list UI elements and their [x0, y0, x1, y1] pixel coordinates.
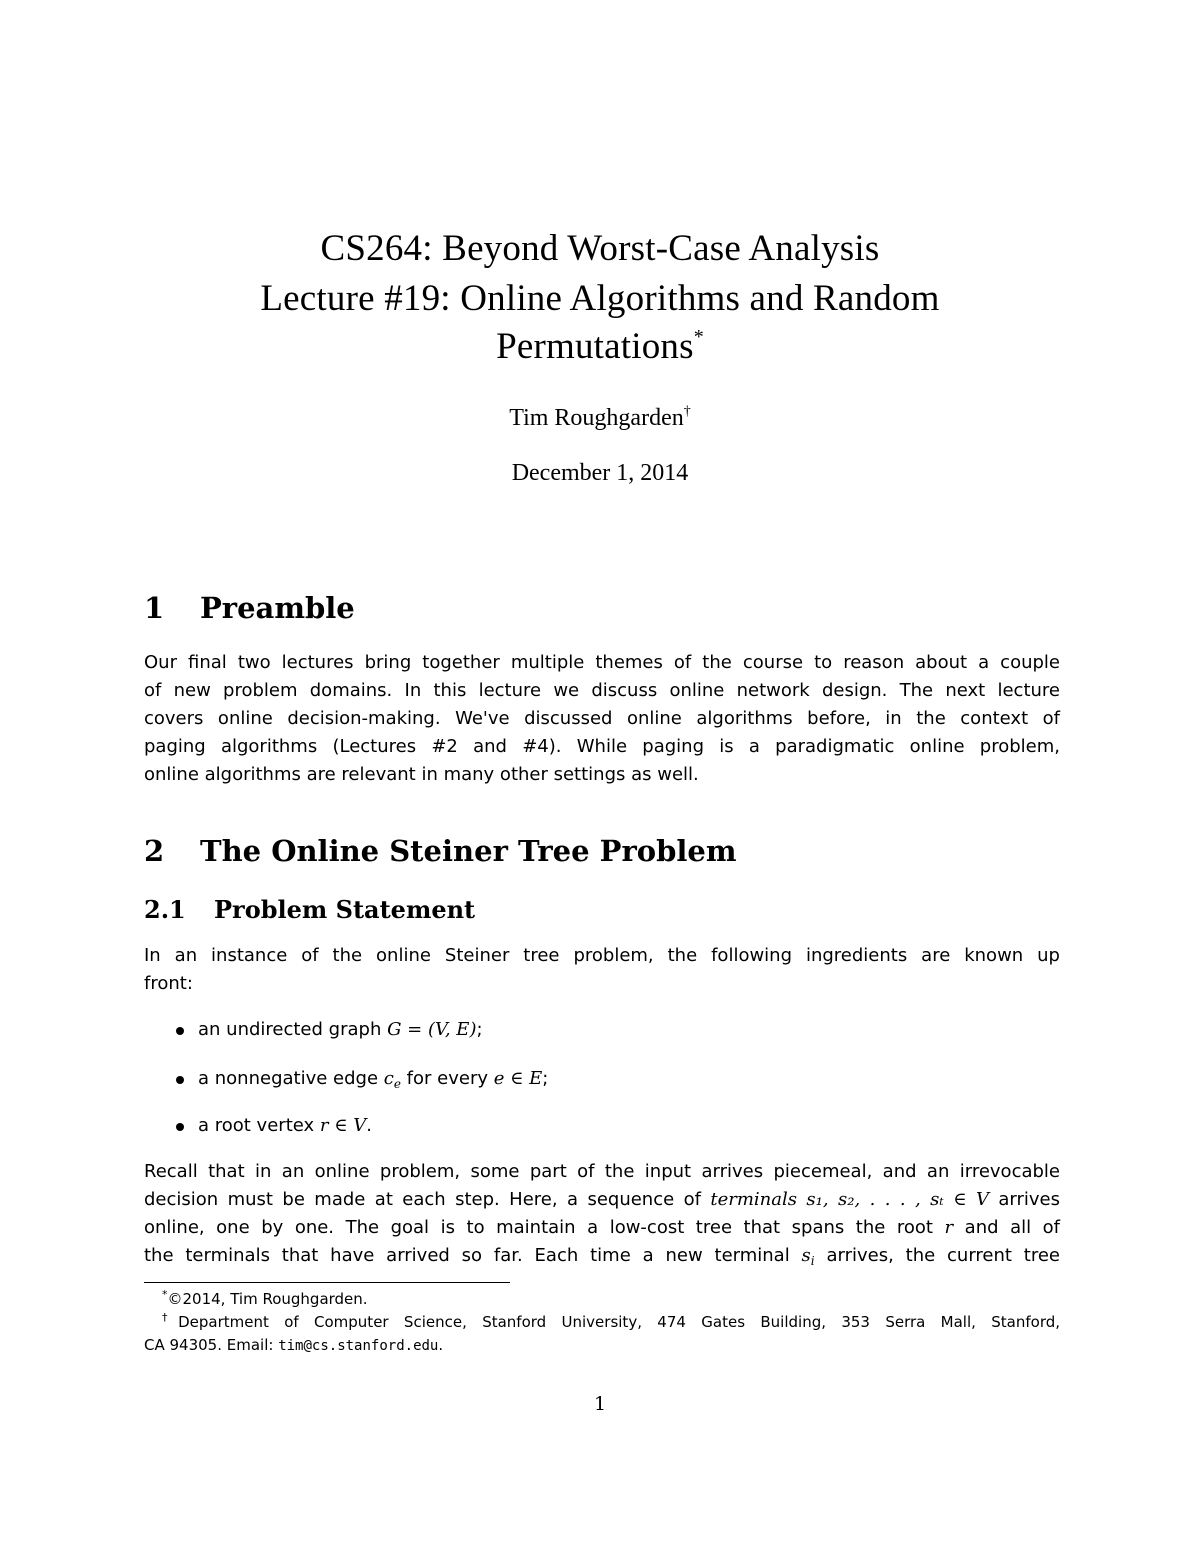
paragraph-line: front: [144, 973, 193, 994]
paragraph-line: of new problem domains. In this lecture we discuss online network design. The next lecture [144, 680, 1060, 701]
paragraph-line: online algorithms are relevant in many other settings as well. [144, 764, 699, 785]
paragraph-line: the terminals that have arrived so far. Each time a new terminal $s_i$ arrives, the current tree [144, 1245, 1060, 1268]
title-line-2: Lecture #19: Online Algorithms and Random [260, 278, 940, 319]
page-number: 1 [593, 1393, 607, 1415]
title-footnote-mark: * [693, 326, 704, 348]
paragraph-line: paging algorithms (Lectures #2 and #4). While paging is a paradigmatic online problem, [144, 736, 1060, 757]
author-footnote-mark: † [683, 404, 691, 419]
author: Tim Roughgarden† [509, 404, 691, 431]
paper-page: CS264: Beyond Worst-Case Analysis Lecture #19: Online Algorithms and Random Permutations* Tim Roughgarden† December 1, 2014 1 Preamble Our final two lectures bring together multiple themes of the course to reason about a couple of new problem domains. In this lecture we discuss online network design. The next lecture covers online decision-making. We've discussed online algorithms before, in the context of paging algorithms (Lectures #2 and #4). While paging is a paradigmatic online problem, online algorithms are relevant in many other settings as well. 2 The Online Steiner Tree Problem 2.1 Problem Statement In an instance of the online Steiner tree problem, the following ingredients are known up front: an undirected graph G = (V, E); a nonnegative edge $c_e$ for every e ∈ E; a root vertex r ∈ V. Recall that in an online problem, some part of the input arrives piecemeal, and an irrevocable decision must be made at each step. Here, a sequence of terminals s₁, s₂, . . . , sₜ ∈ V arrives online, one by one. The goal is to maintain a low-cost tree that spans the root r and all of the terminals that have arrived so far. Each time a new terminal $s_i$ arrives, the current tree *©2014, Tim Roughgarden. †Department of Computer Science, Stanford University, 474 Gates Building, 353 Serra Mall, Stanford, CA 94305. Email: tim@cs.stanford.edu. 1 [0, 0, 1200, 1553]
section-heading-steiner: 2 The Online Steiner Tree Problem [144, 834, 737, 868]
paragraph-line: Recall that in an online problem, some part of the input arrives piecemeal, and an irrevocable [144, 1161, 1060, 1182]
bullet-icon [176, 1123, 184, 1131]
footnote-copyright: *©2014, Tim Roughgarden. [162, 1288, 368, 1308]
steiner-intro-paragraph [144, 942, 1060, 998]
footnote-affiliation: †Department of Computer Science, Stanford University, 474 Gates Building, 353 Serra Mall, Stanford, CA 94305. Email: tim@cs.stanford.edu. [144, 1311, 1061, 1354]
paragraph-line: covers online decision-making. We've discussed online algorithms before, in the context of [144, 708, 1060, 729]
preamble-paragraph [144, 649, 1060, 789]
section-heading-preamble: 1 Preamble [144, 591, 355, 625]
paragraph-line: decision must be made at each step. Here, a sequence of terminals s₁, s₂, . . . , sₜ ∈ V arrives [144, 1189, 1061, 1210]
date: December 1, 2014 [511, 460, 689, 486]
bullet-icon [176, 1027, 184, 1035]
paragraph-line: online, one by one. The goal is to maintain a low-cost tree that spans the root r and all of [144, 1217, 1060, 1238]
subsection-heading-problem-statement: 2.1 Problem Statement [144, 895, 476, 924]
paragraph-line: Our final two lectures bring together multiple themes of the course to reason about a couple [144, 652, 1060, 673]
recall-paragraph [144, 1158, 1060, 1270]
footnote-rule [144, 1282, 510, 1283]
title-line-3: Permutations* [496, 326, 704, 367]
paragraph-line: In an instance of the online Steiner tree problem, the following ingredients are known up [144, 945, 1060, 966]
bullet-icon [176, 1076, 184, 1084]
title-line-1: CS264: Beyond Worst-Case Analysis [320, 228, 880, 269]
email-link[interactable]: tim@cs.stanford.edu [278, 1338, 439, 1354]
